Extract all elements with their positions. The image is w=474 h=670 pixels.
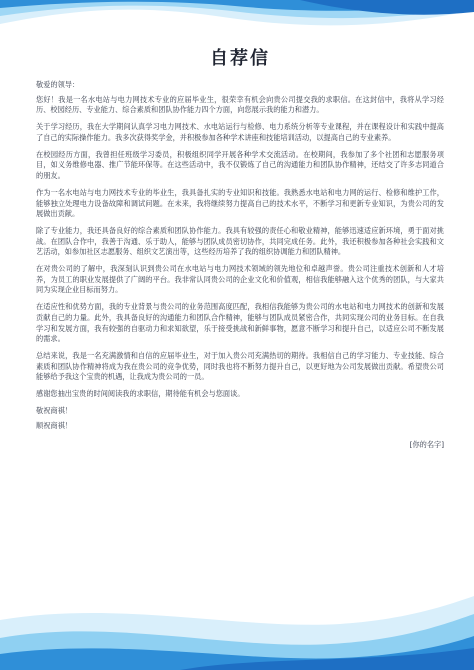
paragraph-intro: 您好！我是一名水电站与电力网技术专业的应届毕业生，很荣幸有机会向贵公司提交我的求职信。在这封信中，我将从学习经历、校园经历、专业能力、综合素质和团队协作能力四个方面，向您展示我的能力和潜力。 [36, 94, 444, 115]
paragraph-advantages: 在适应性和优势方面，我的专业背景与贵公司的业务范围高度匹配，我相信我能够为贵公司的水电站和电力网技术的创新和发展贡献自己的力量。此外，我具备良好的沟通能力和团队合作精神，能够与团队成员紧密合作，共同实现公司的业务目标。在自我学习和发展方面，我有较强的自驱动力和求知欲望，乐于接受挑战和新鲜事物，愿意不断学习和提升自己，以适应公司不断发展的需求。 [36, 302, 444, 344]
letter-body [36, 44, 444, 450]
paragraph-company: 在对贵公司的了解中，我深刻认识到贵公司在水电站与电力网技术领域的领先地位和卓越声誉。贵公司注重技术创新和人才培养，为员工的职业发展提供了广阔的平台。我非常认同贵公司的企业文化和价值观，相信我能够融入这个优秀的团队，与大家共同为实现企业目标而努力。 [36, 264, 444, 295]
paragraph-campus: 在校园经历方面，我曾担任班级学习委员，积极组织同学开展各种学术交流活动。在校期间，我参加了多个社团和志愿服务项目，如义务维修电器、推广节能环保等。在这些活动中，我不仅锻炼了自己的沟通能力和团队协作精神，还结交了许多志同道合的朋友。 [36, 149, 444, 180]
paragraph-study: 关于学习经历，我在大学期间认真学习电力网技术、水电站运行与检修、电力系统分析等专业课程，并在课程设计和实践中提高了自己的实际操作能力。我多次获得奖学金，并积极参加各种学术讲座和技能培训活动，以提高自己的专业素养。 [36, 122, 444, 142]
footer-wave-decoration [0, 560, 474, 670]
paragraph-professional: 作为一名水电站与电力网技术专业的毕业生，我具备扎实的专业知识和技能。我熟悉水电站和电力网的运行、检修和维护工作，能够独立处理电力设备故障和调试问题。在未来，我将继续努力提高自己的技术水平，不断学习和更新专业知识，为贵公司的发展做出贡献。 [36, 187, 444, 219]
paragraph-teamwork: 除了专业能力，我还具备良好的综合素质和团队协作能力。我具有较强的责任心和敬业精神，能够迅速适应新环境，勇于面对挑战。在团队合作中，我善于沟通、乐于助人，能够与团队成员密切协作，共同完成任务。此外，我还积极参加各种社会实践和文艺活动，如参加社区志愿服务、组织文艺演出等，这些经历培养了我的组织协调能力和团队精神。 [36, 226, 444, 257]
paragraph-summary: 总结来说，我是一名充满激情和自信的应届毕业生，对于加入贵公司充满热切的期待。我相信自己的学习能力、专业技能、综合素质和团队协作精神将成为我在贵公司的竞争优势，同时我也将不断努力提升自己，以更好地为公司发展做出贡献。希望贵公司能够给予我这个宝贵的机遇，让我成为贵公司的一员。 [36, 351, 444, 382]
page-title: 自荐信 [210, 48, 270, 69]
salutation: 敬爱的领导： [36, 80, 80, 89]
closing-line-2: 顺祝商祺！ [36, 420, 72, 430]
signature: [你的名字] [409, 439, 444, 449]
paragraph-thanks: 感谢您抽出宝贵的时间阅读我的求职信，期待能有机会与您面谈。 [36, 389, 245, 399]
closing-line-1: 敬祝商祺！ [36, 406, 72, 416]
